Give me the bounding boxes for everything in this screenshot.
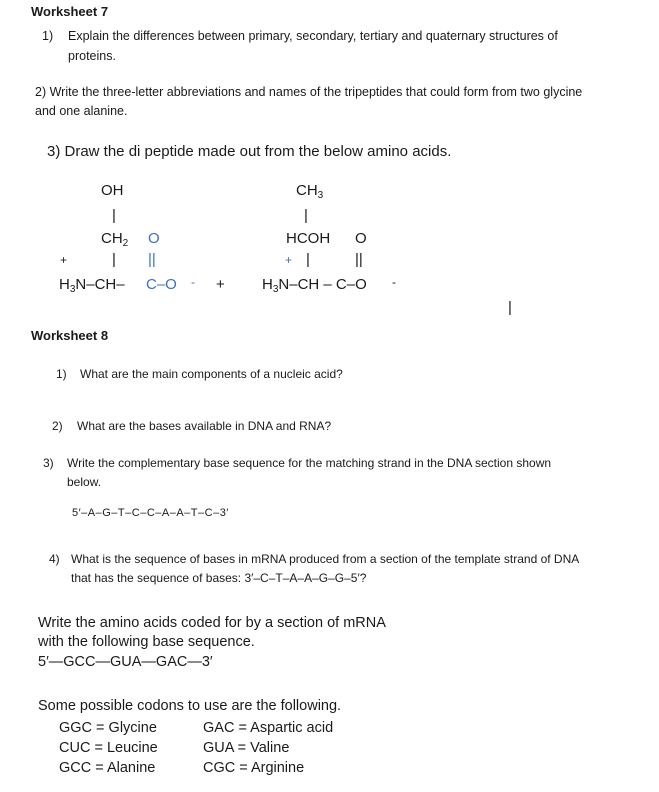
ws8-q2: What are the bases available in DNA and RNA? <box>77 419 332 433</box>
codon-right-1: GAC = Aspartic acid <box>203 720 334 736</box>
mol2-bond-2: | <box>306 251 310 268</box>
mol2-double-bond: || <box>355 251 363 268</box>
mol1-bond-2: | <box>112 251 116 268</box>
ws7-q1-line1: Explain the differences between primary, secondary, tertiary and quaternary structures of <box>68 29 558 43</box>
mol2-ch3: $CH_3$ <box>296 182 324 201</box>
codon-left-1: GGC = Glycine <box>59 720 157 736</box>
worksheet-7-title: Worksheet 7 <box>31 4 109 19</box>
ws8-q3-line1: Write the complementary base sequence for the matching strand in the DNA section shown <box>67 456 552 470</box>
ws8-q1-number: 1) <box>56 367 67 381</box>
mol2-carbonyl-oxygen: O <box>355 230 367 247</box>
mol1-bond-1: | <box>112 207 116 224</box>
codon-right-3: CGC = Arginine <box>203 760 305 776</box>
codon-instruction-line2: with the following base sequence. <box>38 634 255 650</box>
mol2-bond-1: | <box>304 207 308 224</box>
mol1-positive-charge: + <box>60 253 68 267</box>
mol1-double-bond: || <box>148 251 156 268</box>
codon-list-intro: Some possible codons to use are the following. <box>38 698 342 714</box>
codon-left-3: GCC = Alanine <box>59 760 156 776</box>
mol1-carbonyl-oxygen: O <box>148 230 160 247</box>
mol1-carboxylate: C–O <box>146 276 177 293</box>
codon-instruction-line1: Write the amino acids coded for by a section of mRNA <box>38 615 386 631</box>
worksheet-8-title: Worksheet 8 <box>31 328 109 343</box>
text-cursor: | <box>508 299 512 316</box>
mol1-oh: OH <box>101 182 124 199</box>
plus-sign-between: + <box>216 276 225 293</box>
ws8-q2-number: 2) <box>52 419 63 433</box>
mol2-negative-charge: - <box>392 275 396 289</box>
ws8-q4-number: 4) <box>49 552 60 566</box>
mol2-positive-charge: + <box>285 253 293 267</box>
ws8-q4-line1: What is the sequence of bases in mRNA produced from a section of the template strand of DNA <box>71 552 580 566</box>
mol1-backbone: $H_3N-CH-$ <box>59 276 125 295</box>
ws8-q3-number: 3) <box>43 456 54 470</box>
ws7-q1-number: 1) <box>42 29 54 43</box>
mrna-sequence: 5′—GCC—GUA—GAC—3′ <box>38 654 213 670</box>
mol1-ch2: $CH_2$ <box>101 230 129 249</box>
mol2-backbone: $H_3N-CH - C-O$ <box>262 276 367 295</box>
ws7-q2-line1: 2) Write the three-letter abbreviations and names of the tripeptides that could form from two glycine <box>35 85 583 99</box>
codon-right-2: GUA = Valine <box>203 740 290 756</box>
mol2-hcoh: HCOH <box>286 230 331 247</box>
ws7-q2-line2: and one alanine. <box>35 104 128 118</box>
mol1-negative-charge: - <box>191 275 195 289</box>
ws8-q1: What are the main components of a nucleic acid? <box>80 367 343 381</box>
ws8-q3-line2: below. <box>67 475 102 489</box>
ws7-q3: 3) Draw the di peptide made out from the below amino acids. <box>47 143 452 160</box>
codon-left-2: CUC = Leucine <box>59 740 158 756</box>
ws8-q4-line2: that has the sequence of bases: 3′–C–T–A–A–G–G–5′? <box>71 571 367 585</box>
ws7-q1-line2: proteins. <box>68 49 116 63</box>
ws8-q3-dna-sequence: 5′–A–G–T–C–C–A–A–T–C–3′ <box>72 507 229 519</box>
